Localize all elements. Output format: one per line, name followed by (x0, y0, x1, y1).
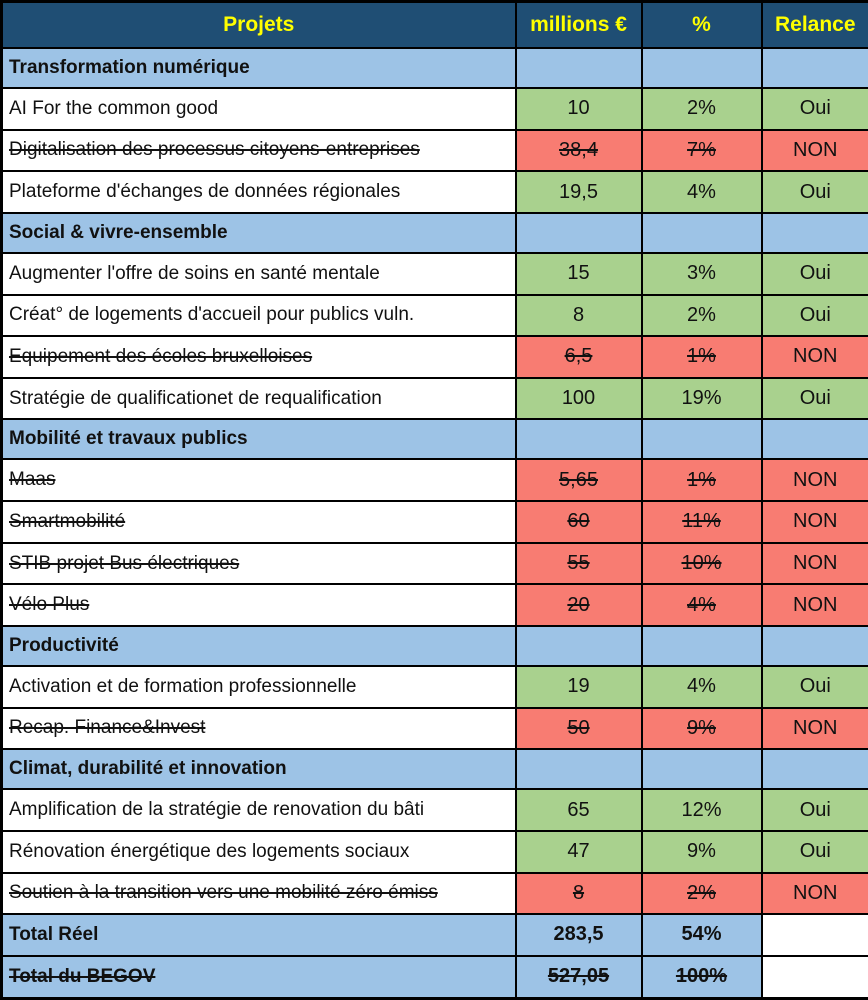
relance-cell: NON (762, 584, 868, 626)
project-row (2, 584, 868, 626)
header-row (2, 2, 868, 49)
section-empty-millions-cell (516, 213, 642, 253)
millions-cell: 55 (516, 543, 642, 585)
percent-cell: 2% (642, 873, 762, 915)
total-millions-cell: 283,5 (516, 914, 642, 956)
relance-cell: Oui (762, 831, 868, 873)
millions-cell: 15 (516, 253, 642, 295)
total-row (2, 956, 868, 999)
project-name-cell: STIB projet Bus électriques (2, 543, 516, 585)
section-label-cell: Productivité (2, 626, 516, 666)
millions-cell: 10 (516, 88, 642, 130)
relance-cell: NON (762, 459, 868, 501)
project-row (2, 543, 868, 585)
relance-cell: Oui (762, 789, 868, 831)
project-name-cell: Plateforme d'échanges de données régionales (2, 171, 516, 213)
project-name-cell: Digitalisation des processus citoyens-entreprises (2, 130, 516, 172)
project-name-cell: Créat° de logements d'accueil pour publics vuln. (2, 295, 516, 337)
section-label-cell: Climat, durabilité et innovation (2, 749, 516, 789)
col-header-relance: Relance (762, 2, 868, 49)
total-relance-cell (762, 914, 868, 956)
millions-cell: 19 (516, 666, 642, 708)
section-empty-percent-cell (642, 419, 762, 459)
section-label-cell: Social & vivre-ensemble (2, 213, 516, 253)
millions-cell: 38,4 (516, 130, 642, 172)
project-row (2, 708, 868, 750)
percent-cell: 7% (642, 130, 762, 172)
project-row (2, 171, 868, 213)
project-name-cell: Amplification de la stratégie de renovation du bâti (2, 789, 516, 831)
relance-cell: Oui (762, 666, 868, 708)
section-empty-millions-cell (516, 626, 642, 666)
percent-cell: 2% (642, 88, 762, 130)
project-name-cell: Recap. Finance&Invest (2, 708, 516, 750)
percent-cell: 1% (642, 336, 762, 378)
percent-cell: 4% (642, 171, 762, 213)
millions-cell: 6,5 (516, 336, 642, 378)
millions-cell: 5,65 (516, 459, 642, 501)
percent-cell: 12% (642, 789, 762, 831)
percent-cell: 1% (642, 459, 762, 501)
millions-cell: 100 (516, 378, 642, 420)
section-row (2, 48, 868, 88)
section-empty-relance-cell (762, 48, 868, 88)
section-empty-millions-cell (516, 749, 642, 789)
millions-cell: 8 (516, 873, 642, 915)
percent-cell: 19% (642, 378, 762, 420)
relance-cell: NON (762, 543, 868, 585)
project-name-cell: Activation et de formation professionnelle (2, 666, 516, 708)
section-empty-percent-cell (642, 626, 762, 666)
col-header-projets: Projets (2, 2, 516, 49)
project-row (2, 130, 868, 172)
section-label-cell: Mobilité et travaux publics (2, 419, 516, 459)
millions-cell: 20 (516, 584, 642, 626)
section-empty-relance-cell (762, 749, 868, 789)
total-millions-cell: 527,05 (516, 956, 642, 999)
project-row (2, 831, 868, 873)
section-row (2, 419, 868, 459)
section-empty-millions-cell (516, 419, 642, 459)
project-name-cell: Augmenter l'offre de soins en santé mentale (2, 253, 516, 295)
table-body (2, 48, 868, 999)
millions-cell: 65 (516, 789, 642, 831)
section-empty-percent-cell (642, 749, 762, 789)
percent-cell: 9% (642, 708, 762, 750)
relance-cell: Oui (762, 378, 868, 420)
section-empty-millions-cell (516, 48, 642, 88)
section-empty-percent-cell (642, 48, 762, 88)
project-name-cell: Smartmobilité (2, 501, 516, 543)
section-label-cell: Transformation numérique (2, 48, 516, 88)
section-empty-relance-cell (762, 626, 868, 666)
project-row (2, 459, 868, 501)
col-header-millions: millions € (516, 2, 642, 49)
total-percent-cell: 54% (642, 914, 762, 956)
percent-cell: 2% (642, 295, 762, 337)
project-row (2, 666, 868, 708)
project-row (2, 336, 868, 378)
total-row (2, 914, 868, 956)
millions-cell: 19,5 (516, 171, 642, 213)
section-row (2, 626, 868, 666)
project-row (2, 873, 868, 915)
relance-cell: NON (762, 501, 868, 543)
section-empty-relance-cell (762, 213, 868, 253)
percent-cell: 10% (642, 543, 762, 585)
project-row (2, 253, 868, 295)
project-row (2, 88, 868, 130)
project-name-cell: Vélo Plus (2, 584, 516, 626)
col-header-percent: % (642, 2, 762, 49)
total-percent-cell: 100% (642, 956, 762, 999)
project-name-cell: Soutien à la transition vers une mobilité zéro émiss (2, 873, 516, 915)
percent-cell: 11% (642, 501, 762, 543)
percent-cell: 4% (642, 584, 762, 626)
project-name-cell: Equipement des écoles bruxelloises (2, 336, 516, 378)
project-name-cell: Stratégie de qualificationet de requalification (2, 378, 516, 420)
section-row (2, 749, 868, 789)
project-row (2, 295, 868, 337)
relance-cell: NON (762, 873, 868, 915)
project-row (2, 378, 868, 420)
total-label-cell: Total Réel (2, 914, 516, 956)
relance-cell: NON (762, 708, 868, 750)
millions-cell: 47 (516, 831, 642, 873)
project-name-cell: AI For the common good (2, 88, 516, 130)
millions-cell: 60 (516, 501, 642, 543)
percent-cell: 3% (642, 253, 762, 295)
relance-cell: Oui (762, 88, 868, 130)
millions-cell: 8 (516, 295, 642, 337)
relance-cell: NON (762, 336, 868, 378)
relance-cell: Oui (762, 171, 868, 213)
percent-cell: 9% (642, 831, 762, 873)
total-label-cell: Total du BEGOV (2, 956, 516, 999)
project-row (2, 789, 868, 831)
relance-cell: Oui (762, 295, 868, 337)
project-name-cell: Rénovation énergétique des logements sociaux (2, 831, 516, 873)
section-empty-percent-cell (642, 213, 762, 253)
project-row (2, 501, 868, 543)
section-row (2, 213, 868, 253)
project-name-cell: Maas (2, 459, 516, 501)
relance-cell: Oui (762, 253, 868, 295)
section-empty-relance-cell (762, 419, 868, 459)
percent-cell: 4% (642, 666, 762, 708)
total-relance-cell (762, 956, 868, 999)
millions-cell: 50 (516, 708, 642, 750)
relance-cell: NON (762, 130, 868, 172)
